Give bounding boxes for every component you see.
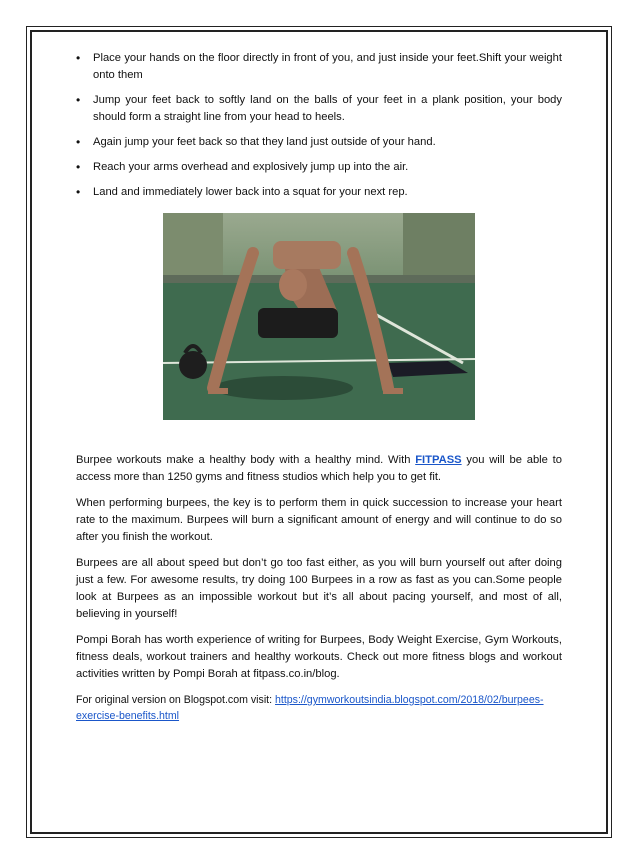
paragraph-performing: When performing burpees, the key is to perform them in quick succession to increase your heart rate to the maximum. Burpees will burn a significant amount of energy and will continue to do so after you finish the workout. bbox=[76, 497, 562, 543]
fitpass-link[interactable]: FITPASS bbox=[415, 454, 462, 466]
source-note: For original version on Blogspot.com visit: https://gymworkoutsindia.blogspot.com/2018/02/burpees-exercise-benefits.html bbox=[76, 694, 544, 722]
list-item: • Land and immediately lower back into a squat for your next rep. bbox=[76, 184, 562, 201]
list-item: • Place your hands on the floor directly in front of you, and just inside your feet.Shift your weight onto them bbox=[76, 50, 562, 84]
list-item: • Jump your feet back to softly land on the balls of your feet in a plank position, your body should form a straight line from your head to heels. bbox=[76, 92, 562, 126]
source-link[interactable]: https://gymworkoutsindia.blogspot.com/2018/02/burpees-exercise-benefits.html bbox=[76, 694, 544, 722]
paragraph-author: Pompi Borah has worth experience of writing for Burpees, Body Weight Exercise, Gym Workouts, fitness deals, workout trainers and healthy workouts. Check out more fitness blogs and workout activities written by Pompi Borah at fitpass.co.in/blog. bbox=[76, 634, 562, 680]
list-item: • Reach your arms overhead and explosively jump up into the air. bbox=[76, 159, 562, 176]
document-body bbox=[76, 50, 562, 733]
instruction-list bbox=[76, 50, 562, 201]
paragraph-fitpass: Burpee workouts make a healthy body with a healthy mind. With FITPASS you will be able to access more than 1250 gyms and fitness studios which help you to get fit. bbox=[76, 454, 562, 483]
paragraph-speed: Burpees are all about speed but don’t go too fast either, as you will burn yourself out after doing just a few. For awesome results, try doing 100 Burpees in a row as fast as you can.Some people look at Burpees as an impossible workout but it’s all about pacing yourself, and most of all, believing in yourself! bbox=[76, 557, 562, 620]
burpee-photo bbox=[163, 213, 475, 420]
list-item: • Again jump your feet back so that they land just outside of your hand. bbox=[76, 134, 562, 151]
